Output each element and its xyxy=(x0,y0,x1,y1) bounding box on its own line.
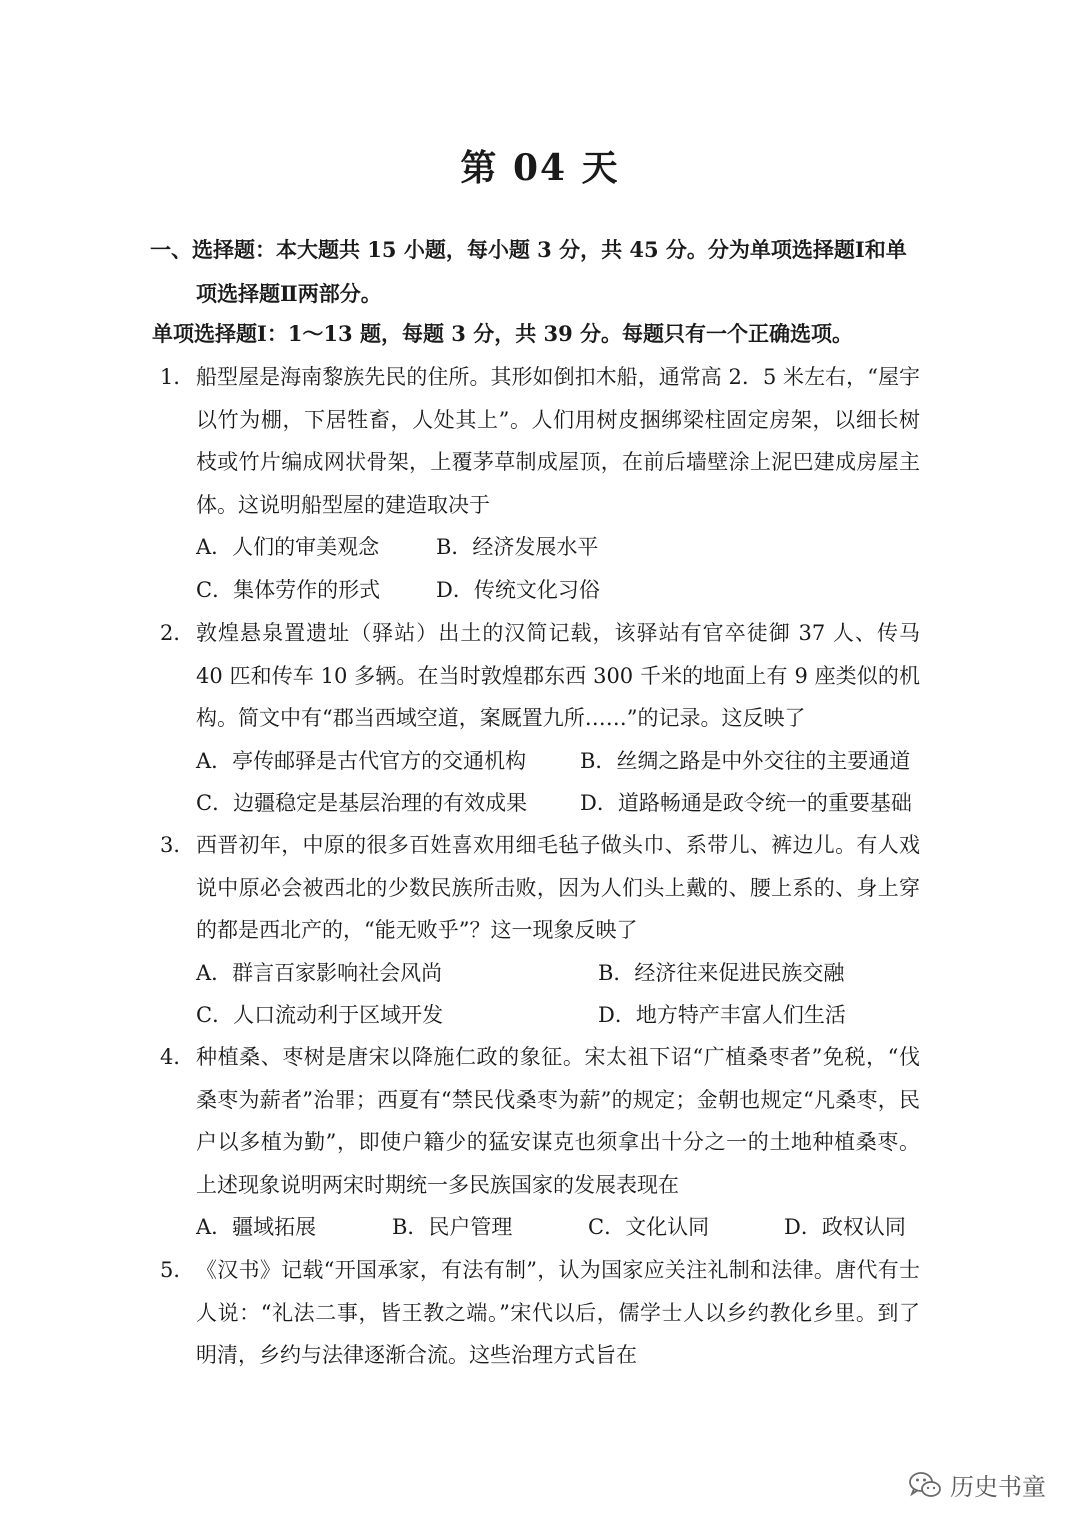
question-stem: 《汉书》记载“开国承家，有法有制”，认为国家应关注礼制和法律。唐代有士人说：“礼法二事，皆王教之端。”宋代以后，儒学士人以乡约教化乡里。到了明清，乡约与法律逐渐合流。这些治理方式旨在 xyxy=(196,1258,920,1367)
section-heading-line1: 一、选择题：本大题共 15 小题，每小题 3 分，共 45 分。分为单项选择题Ⅰ和单 xyxy=(150,237,907,262)
question-number: 1． xyxy=(160,365,195,389)
question-stem: 敦煌悬泉置遗址（驿站）出土的汉简记载，该驿站有官卒徒御 37 人、传马 40 匹和传车 10 多辆。在当时敦煌郡东西 300 千米的地面上有 9 座类似的机构。简文中有“郡当西域空道，案厩置九所……”的记录。这反映了 xyxy=(196,621,920,730)
watermark xyxy=(908,1467,1046,1502)
option-d[interactable]: D．传统文化习俗 xyxy=(436,577,600,602)
option-a[interactable]: A．群言百家影响社会风尚 xyxy=(196,960,443,985)
option-c[interactable]: C．文化认同 xyxy=(588,1215,710,1239)
question-2 xyxy=(160,612,920,825)
option-b[interactable]: B．经济发展水平 xyxy=(436,535,599,559)
question-3 xyxy=(160,824,920,1037)
option-a[interactable]: A．亭传邮驿是古代官方的交通机构 xyxy=(196,748,527,773)
option-list xyxy=(196,952,920,1037)
subsection-heading: 单项选择题Ⅰ：1～13 题，每题 3 分，共 39 分。每题只有一个正确选项。 xyxy=(152,321,854,346)
wechat-icon xyxy=(908,1470,942,1500)
watermark-text: 历史书童 xyxy=(950,1473,1046,1501)
option-c[interactable]: C．边疆稳定是基层治理的有效成果 xyxy=(196,791,528,815)
section-heading xyxy=(150,228,930,316)
option-d[interactable]: D．地方特产丰富人们生活 xyxy=(598,1003,846,1027)
section-heading-line2: 项选择题Ⅱ两部分。 xyxy=(196,281,382,306)
option-list xyxy=(196,526,920,611)
option-list xyxy=(196,1206,920,1249)
option-c[interactable]: C．人口流动利于区域开发 xyxy=(196,1003,444,1027)
option-a[interactable]: A．人们的审美观念 xyxy=(196,535,380,559)
question-number: 4． xyxy=(160,1045,195,1069)
option-c[interactable]: C．集体劳作的形式 xyxy=(196,577,381,602)
option-list xyxy=(196,740,920,825)
question-number: 5． xyxy=(160,1258,195,1282)
question-stem: 船型屋是海南黎族先民的住所。其形如倒扣木船，通常高 2．5 米左右，“屋宇以竹为棚，下居牲畜，人处其上”。人们用树皮捆绑梁柱固定房架，以细长树枝或竹片编成网状骨架，上覆茅草制成屋顶，在前后墙壁涂上泥巴建成房屋主体。这说明船型屋的建造取决于 xyxy=(196,365,920,517)
question-5 xyxy=(160,1249,920,1377)
question-number: 3． xyxy=(160,833,195,857)
question-stem: 西晋初年，中原的很多百姓喜欢用细毛毡子做头巾、系带儿、裤边儿。有人戏说中原必会被西北的少数民族所击败，因为人们头上戴的、腰上系的、身上穿的都是西北产的，“能无败乎”？这一现象反映了 xyxy=(196,833,920,942)
page-title: 第 04 天 xyxy=(460,147,620,189)
option-d[interactable]: D．政权认同 xyxy=(784,1215,906,1239)
question-stem: 种植桑、枣树是唐宋以降施仁政的象征。宋太祖下诏“广植桑枣者”免税，“伐桑枣为薪者”治罪；西夏有“禁民伐桑枣为薪”的规定；金朝也规定“凡桑枣，民户以多植为勤”，即使户籍少的猛安谋克也须拿出十分之一的土地种植桑枣。上述现象说明两宋时期统一多民族国家的发展表现在 xyxy=(196,1045,920,1197)
option-b[interactable]: B．民户管理 xyxy=(392,1215,513,1239)
question-number: 2． xyxy=(160,621,195,645)
option-b[interactable]: B．经济往来促进民族交融 xyxy=(598,960,845,985)
option-a[interactable]: A．疆域拓展 xyxy=(196,1215,317,1239)
question-1 xyxy=(160,356,920,611)
option-b[interactable]: B．丝绸之路是中外交往的主要通道 xyxy=(580,748,911,773)
question-4 xyxy=(160,1036,920,1249)
option-d[interactable]: D．道路畅通是政令统一的重要基础 xyxy=(580,791,912,815)
